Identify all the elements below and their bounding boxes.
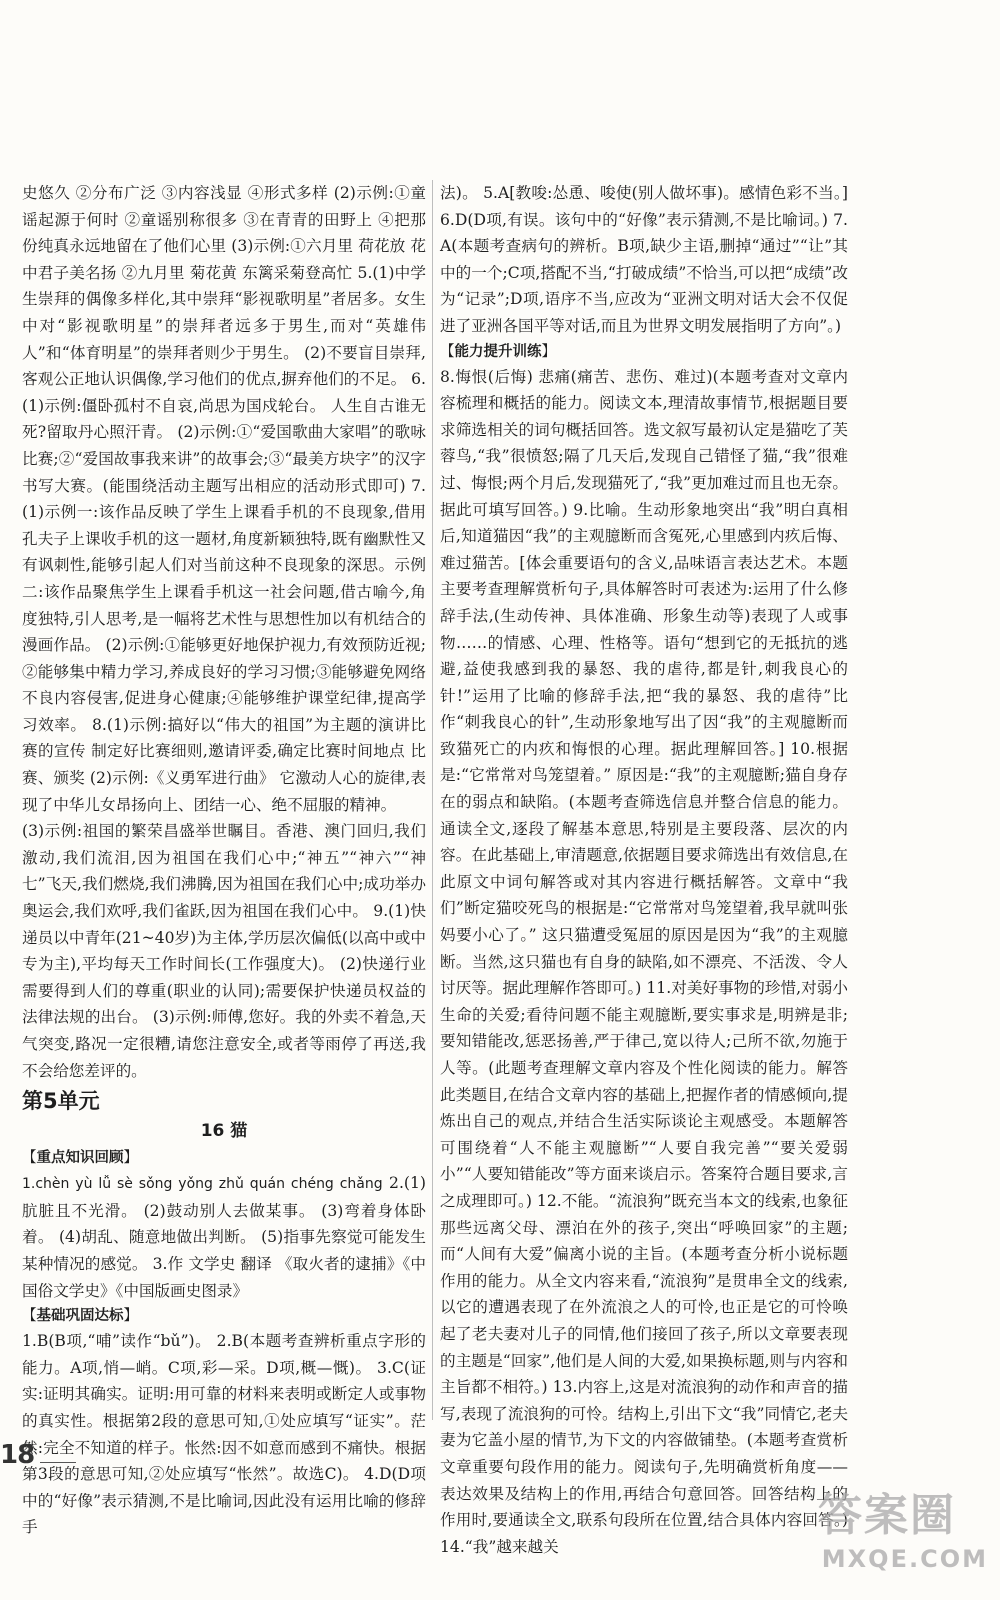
watermark-bottom: MXQE.COM: [821, 1545, 988, 1573]
left-paragraph-2: (3)示例:祖国的繁荣昌盛举世瞩目。香港、澳门回归,我们激动,我们流泪,因为祖国在我们心中;“神五”“神六”“神七”飞天,我们燃烧,我们沸腾,因为祖国在我们心中;成功举办奥运会,我们欢呼,我们雀跃,因为祖国在我们心中。 9.(1)快递员以中青年(21~40岁)为主体,学历层次偏低(以高中或中专为主),平均每天工作时间长(工作强度大)。 (2)快递行业需要得到人们的尊重(职业的认同);需要保护快递员权益的法律法规的出台。 (3)示例:师傅,您好。我的外卖不着急,天气突变,路况一定很糟,请您注意安全,或者等雨停了再送,我不会给您差评的。: [22, 822, 426, 1080]
section-heading-review: 【重点知识回顾】: [22, 1150, 138, 1167]
right-column: [440, 180, 848, 1556]
section-review-answers: [22, 1170, 426, 1304]
pinyin-answers: 1.chèn yù lǚ sè sǒng yǒng zhǔ quán chéng chǎng: [22, 1176, 383, 1193]
right-intro-answers: 法)。 5.A[教唆:怂恿、唆使(别人做坏事)。感情色彩不当。] 6.D(D项,有误。该句中的“好像”表示猜测,不是比喻词。) 7.A(本题考查病句的辨析。B项,缺少主语,删掉“通过”“让”其中的一个;C项,搭配不当,“打破成绩”不恰当,可以把“成绩”改为“记录”;D项,语序不当,应改为“亚洲文明对话大会不仅促进了亚洲各国平等对话,而且为世界文明发展指明了方向”。): [440, 184, 848, 335]
section-heading-review-label: 重点知识回顾: [36, 1150, 124, 1167]
review-answers-text: 2.(1)肮脏且不光滑。 (2)鼓动别人去做某事。 (3)弯着身体卧着。 (4)胡乱、随意地做出判断。 (5)指事先察觉可能发生某种情况的感觉。 3.作 文学史 翻译 《取火者的逮捕》《中国俗文学史》《中国版画史图录》: [22, 1174, 426, 1300]
watermark-top: 答案圈: [818, 1490, 956, 1541]
lesson-title: 16 猫: [200, 1121, 248, 1142]
section-heading-basic: 【基础巩固达标】: [22, 1308, 138, 1325]
watermark-logo: [818, 1488, 988, 1588]
section-heading-advanced-label: 能力提升训练: [454, 343, 542, 360]
section-heading-advanced: 【能力提升训练】: [440, 343, 556, 360]
section-heading-basic-label: 基础巩固达标: [36, 1308, 124, 1325]
left-column: [22, 180, 426, 1537]
left-paragraph-1: 史悠久 ②分布广泛 ③内容浅显 ④形式多样 (2)示例:①童谣起源于何时 ②童谣别称很多 ③在青青的田野上 ④把那份纯真永远地留在了他们心里 (3)示例:①六月里 荷花放 花中君子美名扬 ②九月里 菊花黄 东篱采菊登高忙 5.(1)中学生崇拜的偶像多样化,其中崇拜“影视歌明星”者居多。女生中对“影视歌明星”的崇拜者远多于男生,而对“英雄伟人”和“体育明星”的崇拜者则少于男生。 (2)不要盲目崇拜,客观公正地认识偶像,学习他们的优点,摒弃他们的不足。 6.(1)示例:僵卧孤村不自哀,尚思为国戍轮台。 人生自古谁无死?留取丹心照汗青。 (2)示例:①“爱国歌曲大家唱”的歌咏比赛;②“爱国故事我来讲”的故事会;③“最美方块字”的汉字书写大赛。(能围绕活动主题写出相应的活动形式即可) 7.(1)示例一:该作品反映了学生上课看手机的不良现象,借用孔夫子上课收手机的这一题材,角度新颖独特,既有幽默性又有讽刺性,能够引起人们对当前这种不良现象的深思。示例二:该作品聚焦学生上课看手机这一社会问题,借古喻今,角度独特,引人思考,是一幅将艺术性与思想性加以有机结合的漫画作品。 (2)示例:①能够更好地保护视力,有效预防近视;②能够集中精力学习,养成良好的学习习惯;③能够避免网络不良内容侵害,促进身心健康;④能够维护课堂纪律,提高学习效率。 8.(1)示例:搞好以“伟大的祖国”为主题的演讲比赛的宣传 制定好比赛细则,邀请评委,确定比赛时间地点 比赛、颁奖 (2)示例:《义勇军进行曲》 它激动人心的旋律,表现了中华儿女昂扬向上、团结一心、绝不屈服的精神。: [22, 184, 426, 814]
section-advanced-answers: 8.悔恨(后悔) 悲痛(痛苦、悲伤、难过)(本题考查对文章内容梳理和概括的能力。阅读文本,理清故事情节,根据题目要求筛选相关的词句概括回答。选文叙写最初认定是猫吃了芙蓉鸟,“我”很愤怒;隔了几天后,发现自己错怪了猫,“我”很难过、悔恨;两个月后,发现猫死了,“我”更加难过而且也无奈。据此可填写回答。) 9.比喻。生动形象地突出“我”明白真相后,知道猫因“我”的主观臆断而含冤死,心里感到内疚后悔、难过猫苦。[体会重要语句的含义,品味语言表达艺术。本题主要考查理解赏析句子,具体解答时可表述为:运用了什么修辞手法,(生动传神、具体准确、形象生动等)表现了人或事物……的情感、心理、性格等。语句“想到它的无抵抗的逃避,益使我感到我的暴怒、我的虐待,都是针,刺我良心的针!”运用了比喻的修辞手法,把“我的暴怒、我的虐待”比作“刺我良心的针”,生动形象地写出了因“我”的主观臆断而致猫死亡的内疚和悔恨的心理。据此理解回答。] 10.根据是:“它常常对鸟笼望着。” 原因是:“我”的主观臆断;猫自身存在的弱点和缺陷。(本题考查筛选信息并整合信息的能力。通读全文,逐段了解基本意思,特别是主要段落、层次的内容。在此基础上,审清题意,依据题目要求筛选出有效信息,在此原文中词句解答或对其内容进行概括解答。文章中“我们”断定猫咬死鸟的根据是:“它常常对鸟笼望着,我早就叫张妈要小心了。” 这只猫遭受冤屈的原因是因为“我”的主观臆断。当然,这只猫也有自身的缺陷,如不漂亮、不活泼、令人讨厌等。据此理解作答即可。) 11.对美好事物的珍惜,对弱小生命的关爱;看待问题不能主观臆断,要实事求是,明辨是非;要知错能改,惩恶扬善,严于律己,宽以待人;己所不欲,勿施于人等。(此题考查理解文章内容及个性化阅读的能力。解答此类题目,在结合文章内容的基础上,把握作者的情感倾向,提炼出自己的观点,并结合生活实际谈论主观感受。本题解答可围绕着“人不能主观臆断”“人要自我完善”“要关爱弱小”“人要知错能改”等方面来谈启示。答案符合题目要求,言之成理即可。) 12.不能。“流浪狗”既充当本文的线索,也象征那些远离父母、漂泊在外的孩子,突出“呼唤回家”的主题;而“人间有大爱”偏离小说的主旨。(本题考查分析小说标题作用的能力。从全文内容来看,“流浪狗”是贯串全文的线索,以它的遭遇表现了在外流浪之人的可怜,也正是它的可怜唤起了老夫妻对儿子的同情,他们接回了孩子,所以文章要表现的主题是“回家”,他们是人间的大爱,如果换标题,则与内容和主旨都不相符。) 13.内容上,这是对流浪狗的动作和声音的描写,表现了流浪狗的可怜。结构上,引出下文“我”同情它,老夫妻为它盖小屋的情节,为下文的内容做铺垫。(本题考查赏析文章重要句段作用的能力。阅读句子,先明确赏析角度——表达效果及结构上的作用,再结合句意回答。回答结构上的作用时,要通读全文,联系句段所在位置,结合具体内容回答。) 14.“我”越来越关: [440, 367, 848, 1556]
section-basic-answers: 1.B(B项,“哺”读作“bǔ”)。 2.B(本题考查辨析重点字形的能力。A项,悄—峭。C项,彩—采。D项,概—慨)。 3.C(证实:证明其确实。证明:用可靠的材料来表明或断定人或事物的真实性。根据第2段的意思可知,①处应填写“证实”。茫然:完全不知道的样子。怅然:因不如意而感到不痛快。根据第3段的意思可知,②处应填写“怅然”。故选C)。 4.D(D项中的“好像”表示猜测,不是比喻词,因此没有运用比喻的修辞手: [22, 1332, 426, 1537]
page-number: 18: [0, 1440, 35, 1470]
page-number-rule: [40, 1462, 76, 1463]
unit-title: 第5单元: [22, 1089, 100, 1114]
column-divider: [432, 180, 433, 1420]
